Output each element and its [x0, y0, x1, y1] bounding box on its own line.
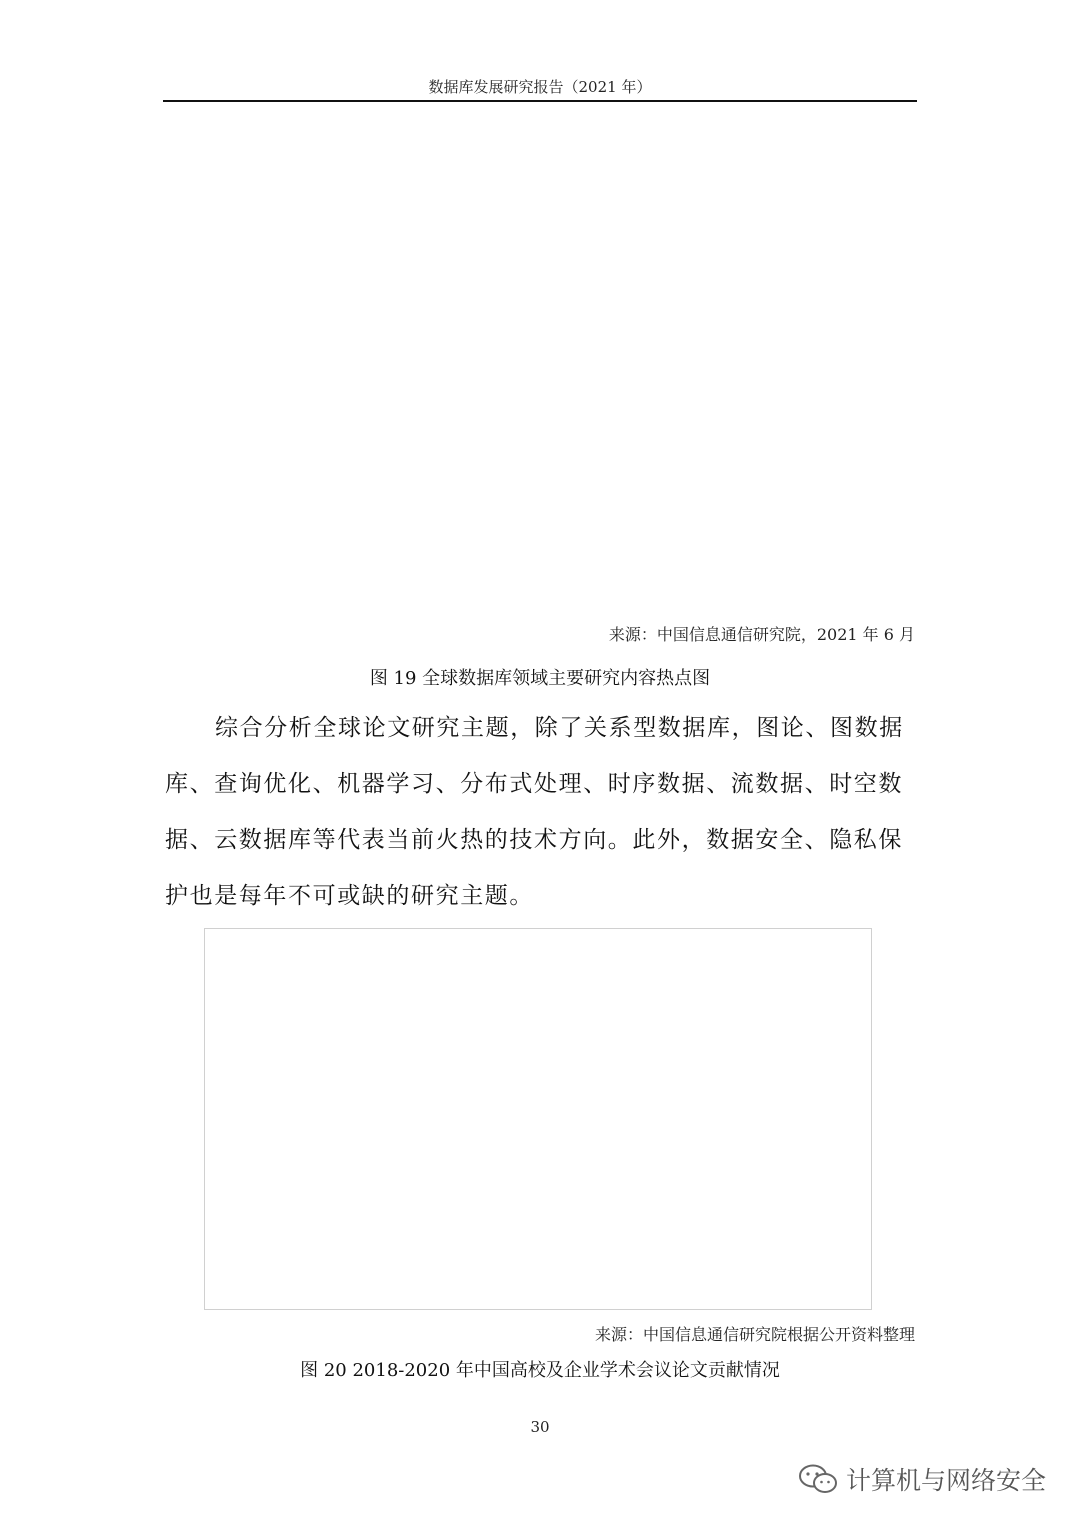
page-number: 30 — [530, 1418, 550, 1436]
contribution-chart-svg — [205, 929, 873, 1311]
figure20-caption: 图 20 2018-2020 年中国高校及企业学术会议论文贡献情况 — [300, 1360, 780, 1381]
watermark — [798, 1462, 1046, 1496]
keyword-network-figure — [228, 138, 868, 608]
figure19-source: 来源：中国信息通信研究院，2021 年 6 月 — [608, 625, 915, 644]
page-header: 数据库发展研究报告（2021 年） — [428, 78, 652, 96]
figure19-caption: 图 19 全球数据库领域主要研究内容热点图 — [369, 668, 711, 689]
keyword-network-svg — [228, 138, 868, 608]
header-rule — [163, 100, 917, 102]
body-paragraph: 综合分析全球论文研究主题，除了关系型数据库，图论、图数据库、查询优化、机器学习、分布式处理、时序数据、流数据、时空数据、云数据库等代表当前火热的技术方向。此外，数据安全、隐私保护也是每年不可或缺的研究主题。 — [165, 715, 904, 909]
figure20-source: 来源：中国信息通信研究院根据公开资料整理 — [594, 1325, 915, 1344]
watermark-text: 计算机与网络安全 — [845, 1466, 1046, 1495]
wechat-icon — [798, 1463, 838, 1495]
contribution-chart — [204, 928, 872, 1310]
